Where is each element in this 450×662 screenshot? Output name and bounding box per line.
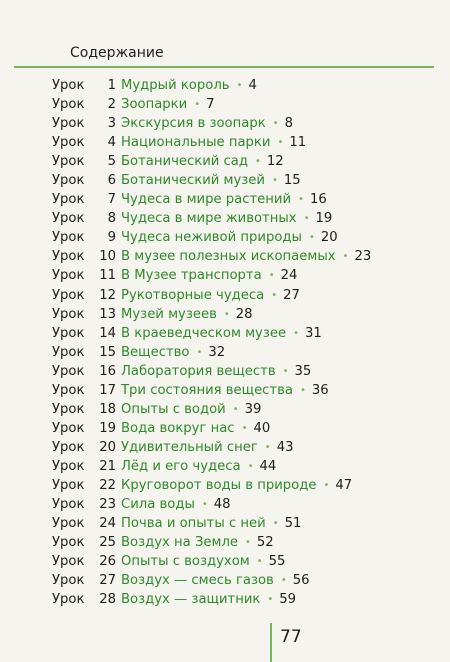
lesson-page: 36 (311, 382, 329, 398)
toc-entry (52, 457, 442, 476)
lesson-title: Сила воды (121, 497, 195, 513)
lesson-number: 1 (107, 78, 116, 93)
lesson-number: 20 (99, 439, 116, 455)
lesson-title: Вещество (121, 344, 190, 360)
lesson-number: 16 (99, 363, 116, 379)
footer-divider (270, 623, 272, 662)
lesson-number: 23 (99, 497, 116, 513)
lesson-page: 32 (208, 344, 226, 360)
lesson-number: 28 (99, 592, 116, 608)
toc-entry (52, 305, 442, 324)
toc-entry (52, 343, 442, 362)
lesson-title: Воздух — смесь газов (121, 573, 274, 589)
lesson-title: Экскурсия в зоопарк (121, 116, 266, 132)
lesson-word: Урок (52, 135, 85, 151)
lesson-title: Воздух на Земле (121, 535, 239, 551)
toc-entry (52, 571, 442, 590)
lesson-title: Ботанический музей (121, 173, 265, 189)
toc-entry (52, 514, 442, 533)
bullet-dot-icon: • (299, 384, 306, 396)
lesson-number: 21 (99, 458, 116, 474)
lesson-word: Урок (52, 211, 85, 227)
lesson-page: 24 (280, 268, 298, 284)
lesson-number: 4 (107, 135, 116, 151)
toc-entry (52, 76, 442, 95)
toc-entry (52, 228, 442, 247)
toc-entry (52, 533, 442, 552)
lesson-number: 27 (99, 573, 116, 589)
lesson-title: Музей музеев (121, 306, 217, 322)
lesson-page: 48 (213, 497, 231, 513)
lesson-number: 14 (99, 325, 116, 341)
lesson-page: 16 (309, 192, 327, 208)
lesson-page: 19 (315, 211, 333, 227)
bullet-dot-icon: • (298, 194, 304, 206)
lesson-page: 44 (259, 458, 277, 474)
lesson-word: Урок (52, 173, 85, 189)
lesson-number: 9 (107, 230, 116, 246)
toc-entry (52, 495, 442, 514)
bullet-dot-icon: • (272, 118, 279, 130)
lesson-word: Урок (52, 97, 85, 113)
lesson-word: Урок (52, 344, 85, 360)
lesson-number: 15 (99, 344, 116, 360)
lesson-word: Урок (52, 363, 85, 379)
toc-entry (52, 171, 442, 190)
bullet-dot-icon: • (223, 308, 230, 320)
lesson-title: Ботанический сад (121, 154, 248, 170)
lesson-title: Круговорот воды в природе (121, 477, 317, 493)
bullet-dot-icon: • (303, 213, 310, 225)
lesson-page: 11 (289, 135, 307, 151)
lesson-number: 8 (107, 211, 116, 227)
lesson-word: Урок (52, 382, 85, 398)
lesson-word: Урок (52, 249, 85, 265)
toc-entry (52, 400, 442, 419)
page-number: 77 (280, 627, 302, 647)
toc-entry (52, 190, 442, 209)
lesson-word: Урок (52, 401, 85, 417)
lesson-title: Удивительный снег (121, 439, 258, 455)
lesson-page: 23 (354, 249, 372, 265)
toc-entry (52, 362, 442, 381)
bullet-dot-icon: • (268, 270, 275, 282)
lesson-word: Урок (52, 439, 85, 455)
bullet-dot-icon: • (282, 365, 289, 377)
lesson-word: Урок (52, 230, 85, 246)
lesson-number: 18 (99, 401, 116, 417)
bullet-dot-icon: • (271, 175, 278, 187)
toc-entry (52, 438, 442, 457)
lesson-word: Урок (52, 458, 85, 474)
lesson-number: 26 (99, 554, 116, 570)
lesson-title: В музее полезных ископаемых (121, 249, 336, 265)
bullet-dot-icon: • (272, 518, 279, 530)
lesson-number: 5 (107, 154, 116, 170)
bullet-dot-icon: • (201, 499, 208, 511)
bullet-dot-icon: • (308, 232, 315, 244)
toc-entry (52, 152, 442, 171)
bullet-dot-icon: • (277, 137, 284, 149)
lesson-title: Опыты с водой (121, 401, 226, 417)
lesson-title: Вода вокруг нас (121, 420, 235, 436)
toc-entry (52, 266, 442, 285)
lesson-number: 17 (99, 382, 116, 398)
toc-entry (52, 476, 442, 495)
lesson-number: 10 (99, 249, 116, 265)
bullet-dot-icon: • (247, 460, 254, 472)
lesson-page: 12 (266, 154, 284, 170)
lesson-page: 40 (253, 420, 271, 436)
lesson-word: Урок (52, 554, 85, 570)
lesson-word: Урок (52, 497, 85, 513)
bullet-dot-icon: • (264, 441, 271, 453)
lesson-number: 13 (99, 306, 116, 322)
toc-entry (52, 114, 442, 133)
lesson-title: Воздух — защитник (121, 592, 261, 608)
lesson-title: Три состояния вещества (121, 382, 293, 398)
lesson-page: 4 (248, 78, 257, 93)
bullet-dot-icon: • (342, 251, 349, 263)
lesson-page: 28 (235, 306, 253, 322)
lesson-word: Урок (52, 573, 85, 589)
lesson-word: Урок (52, 535, 85, 551)
bullet-dot-icon: • (254, 156, 261, 168)
bullet-dot-icon: • (232, 403, 239, 415)
toc-entry (52, 133, 442, 152)
lesson-number: 6 (107, 173, 116, 189)
toc-entry (52, 286, 442, 305)
lesson-word: Урок (52, 306, 85, 322)
bullet-dot-icon: • (267, 594, 274, 606)
lesson-title: Почва и опыты с ней (121, 516, 266, 532)
toc-entry (52, 324, 442, 343)
lesson-page: 35 (294, 363, 312, 379)
lesson-title: Чудеса неживой природы (121, 230, 302, 246)
page-title: Содержание (70, 45, 164, 61)
bullet-dot-icon: • (194, 99, 201, 111)
lesson-page: 59 (279, 592, 297, 608)
lesson-title: Лёд и его чудеса (121, 458, 241, 474)
bullet-dot-icon: • (280, 575, 287, 587)
lesson-page: 52 (256, 535, 274, 551)
toc-entry (52, 209, 442, 228)
toc-entry (52, 247, 442, 266)
lesson-word: Урок (52, 268, 85, 284)
lesson-page: 7 (206, 97, 215, 113)
lesson-number: 2 (107, 97, 116, 113)
lesson-title: Чудеса в мире растений (121, 192, 292, 208)
lesson-number: 24 (99, 516, 116, 532)
lesson-title: Рукотворные чудеса (121, 287, 265, 303)
bullet-dot-icon: • (271, 289, 278, 301)
lesson-word: Урок (52, 477, 85, 493)
lesson-page: 31 (305, 325, 322, 341)
bullet-dot-icon: • (241, 422, 248, 434)
lesson-title: Национальные парки (121, 135, 271, 151)
toc-entry (52, 590, 442, 609)
lesson-word: Урок (52, 154, 85, 170)
lesson-page: 51 (284, 516, 302, 532)
lesson-number: 25 (99, 535, 116, 551)
bullet-dot-icon: • (256, 556, 263, 568)
lesson-number: 12 (99, 287, 116, 303)
lesson-word: Урок (52, 192, 85, 208)
lesson-word: Урок (52, 325, 85, 341)
lesson-page: 27 (283, 287, 300, 303)
lesson-word: Урок (52, 516, 85, 532)
lesson-title: Лаборатория веществ (121, 363, 276, 379)
lesson-number: 11 (99, 268, 116, 284)
lesson-number: 19 (99, 420, 116, 436)
lesson-number: 3 (107, 116, 116, 132)
bullet-dot-icon: • (236, 80, 243, 91)
lesson-word: Урок (52, 287, 85, 303)
lesson-page: 15 (283, 173, 301, 189)
lesson-page: 55 (268, 554, 286, 570)
lesson-page: 20 (320, 230, 338, 246)
toc-entry (52, 381, 442, 400)
lesson-word: Урок (52, 78, 85, 93)
toc-entry (52, 419, 442, 438)
lesson-title: В краеведческом музее (121, 325, 287, 341)
lesson-page: 43 (276, 439, 294, 455)
lesson-number: 7 (107, 192, 116, 208)
lesson-word: Урок (52, 420, 85, 436)
lesson-title: Мудрый король (121, 78, 230, 93)
toc-entry (52, 552, 442, 571)
lesson-title: Чудеса в мире животных (121, 211, 297, 227)
bullet-dot-icon: • (245, 537, 251, 549)
lesson-number: 22 (99, 477, 116, 493)
lesson-page: 39 (244, 401, 262, 417)
lesson-page: 47 (335, 477, 353, 493)
header-divider (14, 66, 434, 68)
lesson-page: 8 (284, 116, 293, 132)
lesson-title: Зоопарки (121, 97, 188, 113)
toc-entry (52, 95, 442, 114)
bullet-dot-icon: • (323, 479, 330, 491)
lesson-word: Урок (52, 116, 85, 132)
lesson-title: В Музее транспорта (121, 268, 262, 284)
table-of-contents (52, 76, 442, 609)
lesson-page: 56 (292, 573, 310, 589)
lesson-word: Урок (52, 592, 85, 608)
lesson-title: Опыты с воздухом (121, 554, 250, 570)
bullet-dot-icon: • (293, 327, 300, 339)
bullet-dot-icon: • (196, 346, 203, 358)
